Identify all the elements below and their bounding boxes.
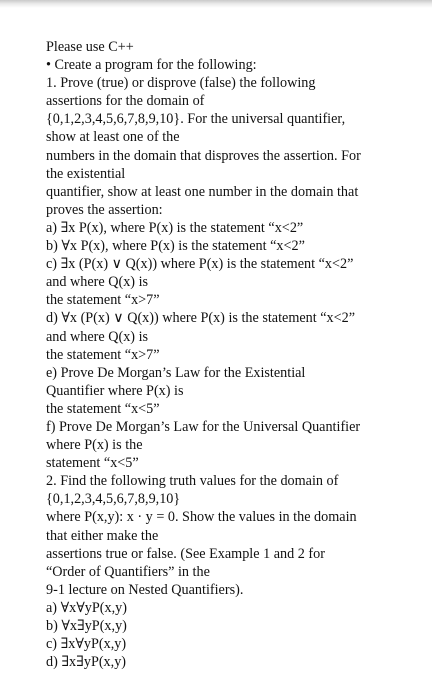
- doc-line: “Order of Quantifiers” in the: [46, 563, 210, 580]
- doc-line: f) Prove De Morgan’s Law for the Universal Quantifier: [46, 418, 361, 435]
- doc-line: and where Q(x) is: [46, 274, 149, 291]
- doc-line: the statement “x>7”: [46, 292, 160, 309]
- doc-line: assertions for the domain of: [46, 93, 205, 110]
- doc-line: the statement “x<5”: [46, 400, 160, 417]
- doc-line: b) ∀x∃yP(x,y): [46, 618, 127, 634]
- doc-line: the existential: [46, 165, 126, 182]
- doc-line: proves the assertion:: [46, 201, 163, 218]
- doc-line: a) ∀x∀yP(x,y): [46, 599, 127, 616]
- top-edge-shadow: [0, 0, 432, 8]
- doc-line: the statement “x>7”: [46, 346, 160, 363]
- doc-line: • Create a program for the following:: [46, 57, 257, 74]
- doc-line: {0,1,2,3,4,5,6,7,8,9,10}: [46, 491, 181, 508]
- doc-line: c) ∃x∀yP(x,y): [46, 636, 127, 653]
- doc-line: a) ∃x P(x), where P(x) is the statement “x<2”: [46, 219, 304, 236]
- doc-line: Quantifier where P(x) is: [46, 382, 184, 399]
- doc-line: b) ∀x P(x), where P(x) is the statement “x<2”: [46, 238, 305, 255]
- doc-line: that either make the: [46, 527, 159, 544]
- doc-line: c) ∃x (P(x) ∨ Q(x)) where P(x) is the statement “x<2”: [46, 256, 354, 273]
- doc-line: 1. Prove (true) or disprove (false) the following: [46, 75, 316, 92]
- doc-line: Please use C++: [46, 39, 134, 55]
- doc-line: statement “x<5”: [46, 455, 139, 472]
- doc-line: d) ∃x∃yP(x,y): [46, 654, 127, 671]
- doc-line: where P(x,y): x · y = 0. Show the values in the domain: [46, 509, 357, 526]
- doc-line: and where Q(x) is: [46, 328, 149, 345]
- doc-line: where P(x) is the: [46, 437, 143, 454]
- document-body: [46, 38, 426, 671]
- doc-line: {0,1,2,3,4,5,6,7,8,9,10}. For the universal quantifier,: [46, 111, 346, 128]
- doc-line: assertions true or false. (See Example 1 and 2 for: [46, 545, 325, 562]
- doc-line: show at least one of the: [46, 129, 180, 146]
- doc-line: quantifier, show at least one number in the domain that: [46, 183, 359, 200]
- doc-line: d) ∀x (P(x) ∨ Q(x)) where P(x) is the statement “x<2”: [46, 310, 356, 327]
- doc-line: numbers in the domain that disproves the assertion. For: [46, 147, 361, 164]
- doc-line: e) Prove De Morgan’s Law for the Existential: [46, 364, 306, 381]
- doc-line: 2. Find the following truth values for the domain of: [46, 473, 339, 490]
- doc-line: 9-1 lecture on Nested Quantifiers).: [46, 581, 244, 598]
